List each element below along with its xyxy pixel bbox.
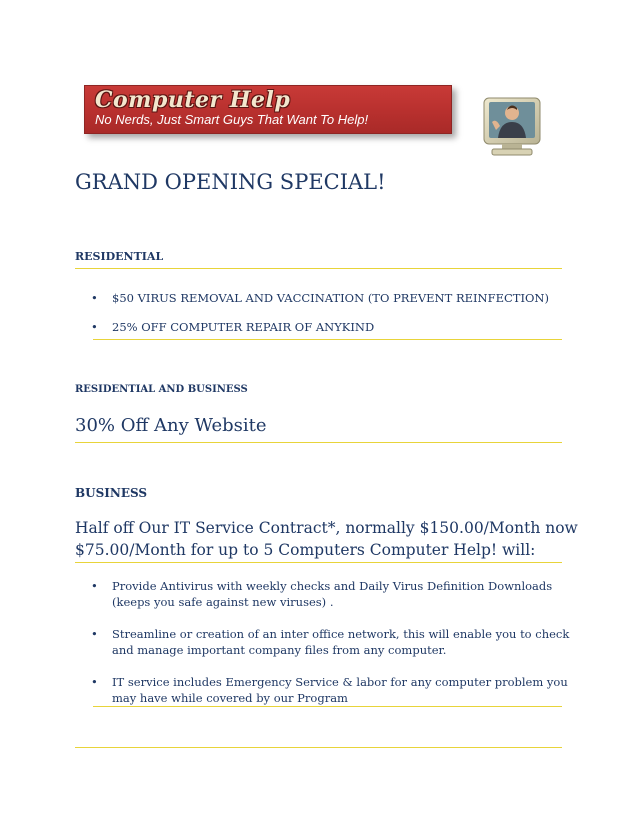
- residential-item-text: $50 VIRUS REMOVAL AND VACCINATION (TO PREVENT REINFECTION): [112, 291, 549, 305]
- bottom-rule: [75, 747, 562, 748]
- business-heading: BUSINESS: [75, 486, 148, 500]
- business-item-line: and manage important company files from any computer.: [112, 643, 447, 657]
- business-item-line: Streamline or creation of an inter office network, this will enable you to check: [112, 627, 570, 641]
- website-offer-rule: [75, 442, 562, 443]
- business-list-rule: [93, 706, 562, 707]
- residential-heading: RESIDENTIAL: [75, 250, 164, 263]
- logo-tagline: No Nerds, Just Smart Guys That Want To Help!: [95, 112, 369, 127]
- business-item-line: (keeps you safe against new viruses) .: [112, 595, 334, 609]
- business-item-line: Provide Antivirus with weekly checks and Daily Virus Definition Downloads: [112, 579, 553, 593]
- page-title: GRAND OPENING SPECIAL!: [75, 170, 386, 194]
- res-business-heading: RESIDENTIAL AND BUSINESS: [75, 384, 248, 395]
- business-item-line: may have while covered by our Program: [112, 691, 348, 705]
- business-offer-line-2: $75.00/Month for up to 5 Computers Computer Help! will:: [75, 541, 536, 559]
- business-item-3: [91, 674, 568, 706]
- bullet-marker: •: [91, 320, 98, 334]
- residential-item-1: [91, 290, 549, 306]
- business-offer-line-1: Half off Our IT Service Contract*, normally $150.00/Month now: [75, 519, 578, 537]
- website-offer: 30% Off Any Website: [75, 415, 267, 436]
- bullet-marker: •: [91, 675, 98, 689]
- bullet-marker: •: [91, 627, 98, 641]
- residential-item-text: 25% OFF COMPUTER REPAIR OF ANYKIND: [112, 320, 375, 334]
- bullet-marker: •: [91, 579, 98, 593]
- residential-rule: [75, 268, 562, 269]
- bullet-marker: •: [91, 291, 98, 305]
- business-item-2: [91, 626, 570, 658]
- business-item-line: IT service includes Emergency Service & labor for any computer problem you: [112, 675, 568, 689]
- business-offer-rule: [75, 562, 562, 563]
- business-item-1: [91, 578, 553, 610]
- logo-brand-text: Computer Help: [95, 87, 291, 113]
- monitor-person-icon: [482, 96, 544, 158]
- logo-banner: [84, 85, 452, 134]
- residential-list-rule: [93, 339, 562, 340]
- residential-item-2: [91, 319, 375, 335]
